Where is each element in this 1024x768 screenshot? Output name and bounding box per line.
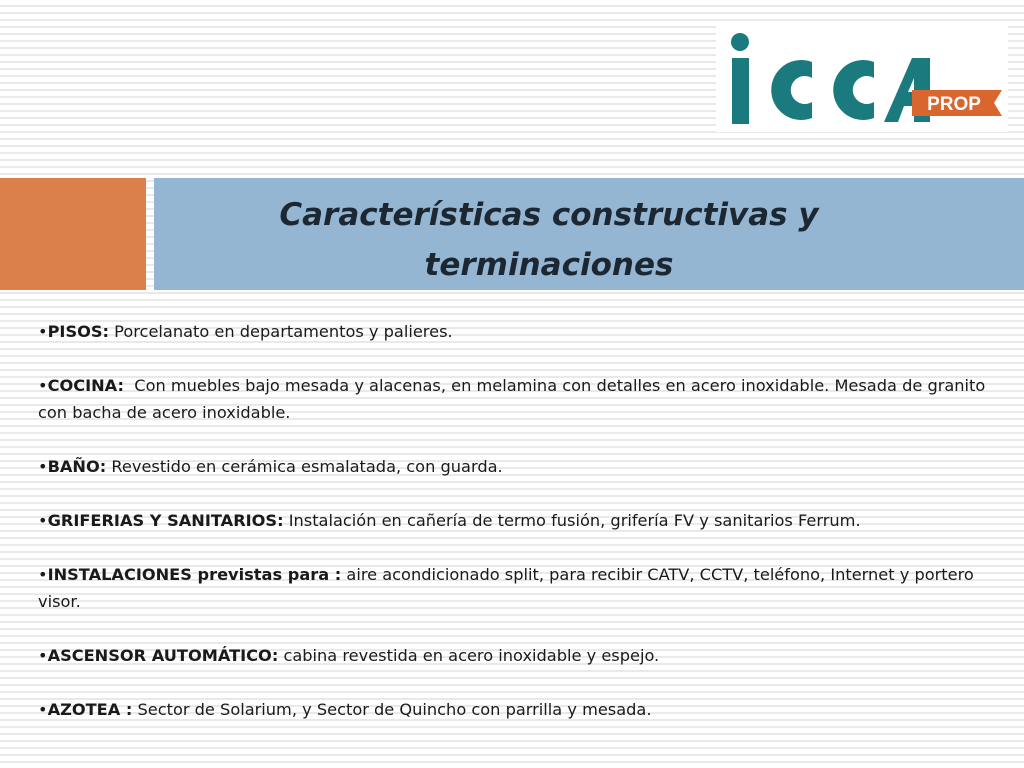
feature-label: ASCENSOR AUTOMÁTICO xyxy=(47,646,272,665)
bullet: • xyxy=(38,700,48,719)
features-list xyxy=(38,318,1008,723)
bullet: • xyxy=(38,457,48,476)
feature-label: AZOTEA xyxy=(47,700,121,719)
feature-item-griferias xyxy=(38,507,1008,534)
icca-prop-logo xyxy=(716,22,1008,132)
logo-c1 xyxy=(771,60,812,120)
logo-prop-text: PROP xyxy=(927,94,981,115)
feature-text: aire acondicionado split, para recibir CATV, CCTV, teléfono, Internet y portero visor. xyxy=(38,565,974,611)
feature-item-azotea xyxy=(38,696,1008,723)
feature-separator: : xyxy=(120,700,133,719)
feature-separator: : xyxy=(99,457,107,476)
feature-separator: : xyxy=(271,646,279,665)
logo-i-stem xyxy=(732,58,749,124)
logo-graphic xyxy=(716,22,1008,132)
bullet: • xyxy=(38,565,48,584)
slide-title xyxy=(154,190,944,290)
feature-separator: : xyxy=(329,565,342,584)
feature-item-ascensor xyxy=(38,642,1008,669)
bullet: • xyxy=(38,322,48,341)
bullet: • xyxy=(38,376,48,395)
feature-label: PISOS xyxy=(47,322,103,341)
slide-title-line-2: terminaciones xyxy=(424,247,674,283)
bullet: • xyxy=(38,511,48,530)
bullet: • xyxy=(38,646,48,665)
feature-separator: : xyxy=(102,322,110,341)
feature-label: COCINA xyxy=(47,376,118,395)
accent-block xyxy=(0,178,146,290)
feature-label: BAÑO xyxy=(47,457,100,476)
feature-item-instalaciones xyxy=(38,561,1008,615)
feature-item-pisos xyxy=(38,318,1008,345)
feature-text: Instalación en cañería de termo fusión, grifería FV y sanitarios Ferrum. xyxy=(283,511,861,530)
feature-label: GRIFERIAS Y SANITARIOS xyxy=(47,511,278,530)
slide-title-line-1: Características constructivas y xyxy=(279,197,819,233)
feature-text: Sector de Solarium, y Sector de Quincho con parrilla y mesada. xyxy=(132,700,652,719)
feature-text: Con muebles bajo mesada y alacenas, en melamina con detalles en acero inoxidable. Mesada de granito con bacha de acero inoxidable. xyxy=(38,376,991,422)
feature-item-cocina xyxy=(38,372,1008,426)
feature-separator: : xyxy=(117,376,124,395)
feature-item-bano xyxy=(38,453,1008,480)
logo-i-dot xyxy=(731,33,749,51)
feature-text: cabina revestida en acero inoxidable y espejo. xyxy=(278,646,660,665)
feature-text: Revestido en cerámica esmalatada, con guarda. xyxy=(106,457,503,476)
logo-c2 xyxy=(833,60,874,120)
feature-separator: : xyxy=(277,511,284,530)
feature-text: Porcelanato en departamentos y palieres. xyxy=(109,322,453,341)
feature-label: INSTALACIONES previstas para xyxy=(47,565,330,584)
